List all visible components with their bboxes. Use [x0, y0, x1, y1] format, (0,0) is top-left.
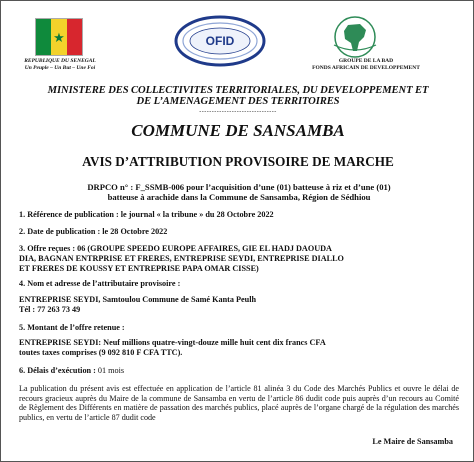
ofid-label: OFID: [205, 34, 235, 48]
item3-line3: ET FRERES DE KOUSSY ET ENTREPRISE PAPA OMAR CISSE): [19, 264, 259, 273]
afdb-caption-line2: FONDS AFRICAIN DE DEVELOPPEMENT: [312, 65, 420, 71]
item-offers-received: [19, 244, 463, 274]
afdb-logo-icon: [326, 15, 384, 59]
item-execution-delay: [19, 366, 463, 376]
item6-value: 01 mois: [95, 366, 125, 375]
item5-line2: toutes taxes comprises (9 092 810 F CFA TTC).: [19, 348, 183, 357]
afdb-caption: [301, 58, 431, 72]
item5-amount: [19, 338, 463, 358]
item3-line2: DIA, BAGNAN ENTRPRISE ET FRERES, ENTREPRISE SEYDI, ENTREPRISE DIALLO: [19, 254, 344, 263]
publication-paragraph: La publication du présent avis est effectuée en application de l’article 81 alinéa 3 du Code des Marchés Publics et ouvre le délai de recours gracieux auprès du Maire de la commune de Sansamba en vertu de l’article 86 dudit code puis auprès d’un recours au Comité de Règlement des Différents en matière de passation des marchés publics, placé auprès de l’organe chargé de la régulation des marchés publics, en vertu de l’article 87 dudit code: [19, 384, 459, 422]
notice-title: AVIS D’ATTRIBUTION PROVISOIRE DE MARCHE: [82, 154, 394, 169]
ministry-title: [5, 85, 471, 107]
reference: [23, 182, 455, 202]
senegal-caption-line1: REPUBLIQUE DU SENEGAL: [24, 58, 96, 64]
item5-line1: ENTREPRISE SEYDI: Neuf millions quatre-vingt-douze mille huit cent dix francs CFA: [19, 338, 326, 347]
item1-label: 1. Référence de publication :: [19, 210, 119, 219]
item4-tel: Tél : 77 263 73 49: [19, 305, 81, 314]
senegal-caption: [21, 58, 99, 72]
ministry-line1: MINISTERE DES COLLECTIVITES TERRITORIALES, DU DEVELOPPEMENT ET: [47, 85, 429, 96]
senegal-caption-line2: Un Peuple – Un But – Une Foi: [24, 65, 96, 71]
item4-value: ENTREPRISE SEYDI, Samtoulou Commune de Samé Kanta Peulh: [19, 295, 257, 304]
item-publication-date: [19, 227, 463, 237]
header: [1, 1, 474, 89]
item2-label: 2. Date de publication :: [19, 227, 101, 236]
item3-line1: 3. Offre reçues : 06 (GROUPE SPEEDO EUROPE AFFAIRES, GIE EL HADJ DAOUDA: [19, 244, 332, 253]
ofid-logo-icon: [173, 15, 267, 67]
senegal-flag-icon: ★: [35, 18, 83, 56]
item5-label: 5. Montant de l’offre retenue :: [19, 323, 125, 332]
item2-value: le 28 Octobre 2022: [100, 227, 168, 236]
reference-line2: batteuse à arachide dans la Commune de Sansamba, Région de Sédhiou: [107, 192, 371, 202]
item4-label: 4. Nom et adresse de l’attributaire provisoire :: [19, 279, 181, 288]
item1-value: le journal « la tribune » du 28 Octobre 2022: [118, 210, 274, 219]
item6-label: 6. Délais d’exécution :: [19, 366, 96, 375]
ministry-line2: DE L’AMENAGEMENT DES TERRITOIRES: [136, 96, 340, 107]
commune-title: COMMUNE DE SANSAMBA: [131, 121, 345, 140]
reference-line1: DRPCO n° : F_SSMB-006 pour l’acquisition d’une (01) batteuse à riz et d’une (01): [87, 182, 391, 192]
separator: -------------------------------: [199, 109, 277, 115]
signature: Le Maire de Sansamba: [372, 437, 453, 446]
item-publication-reference: [19, 210, 463, 220]
afdb-caption-line1: GROUPE DE LA BAD: [338, 58, 394, 64]
